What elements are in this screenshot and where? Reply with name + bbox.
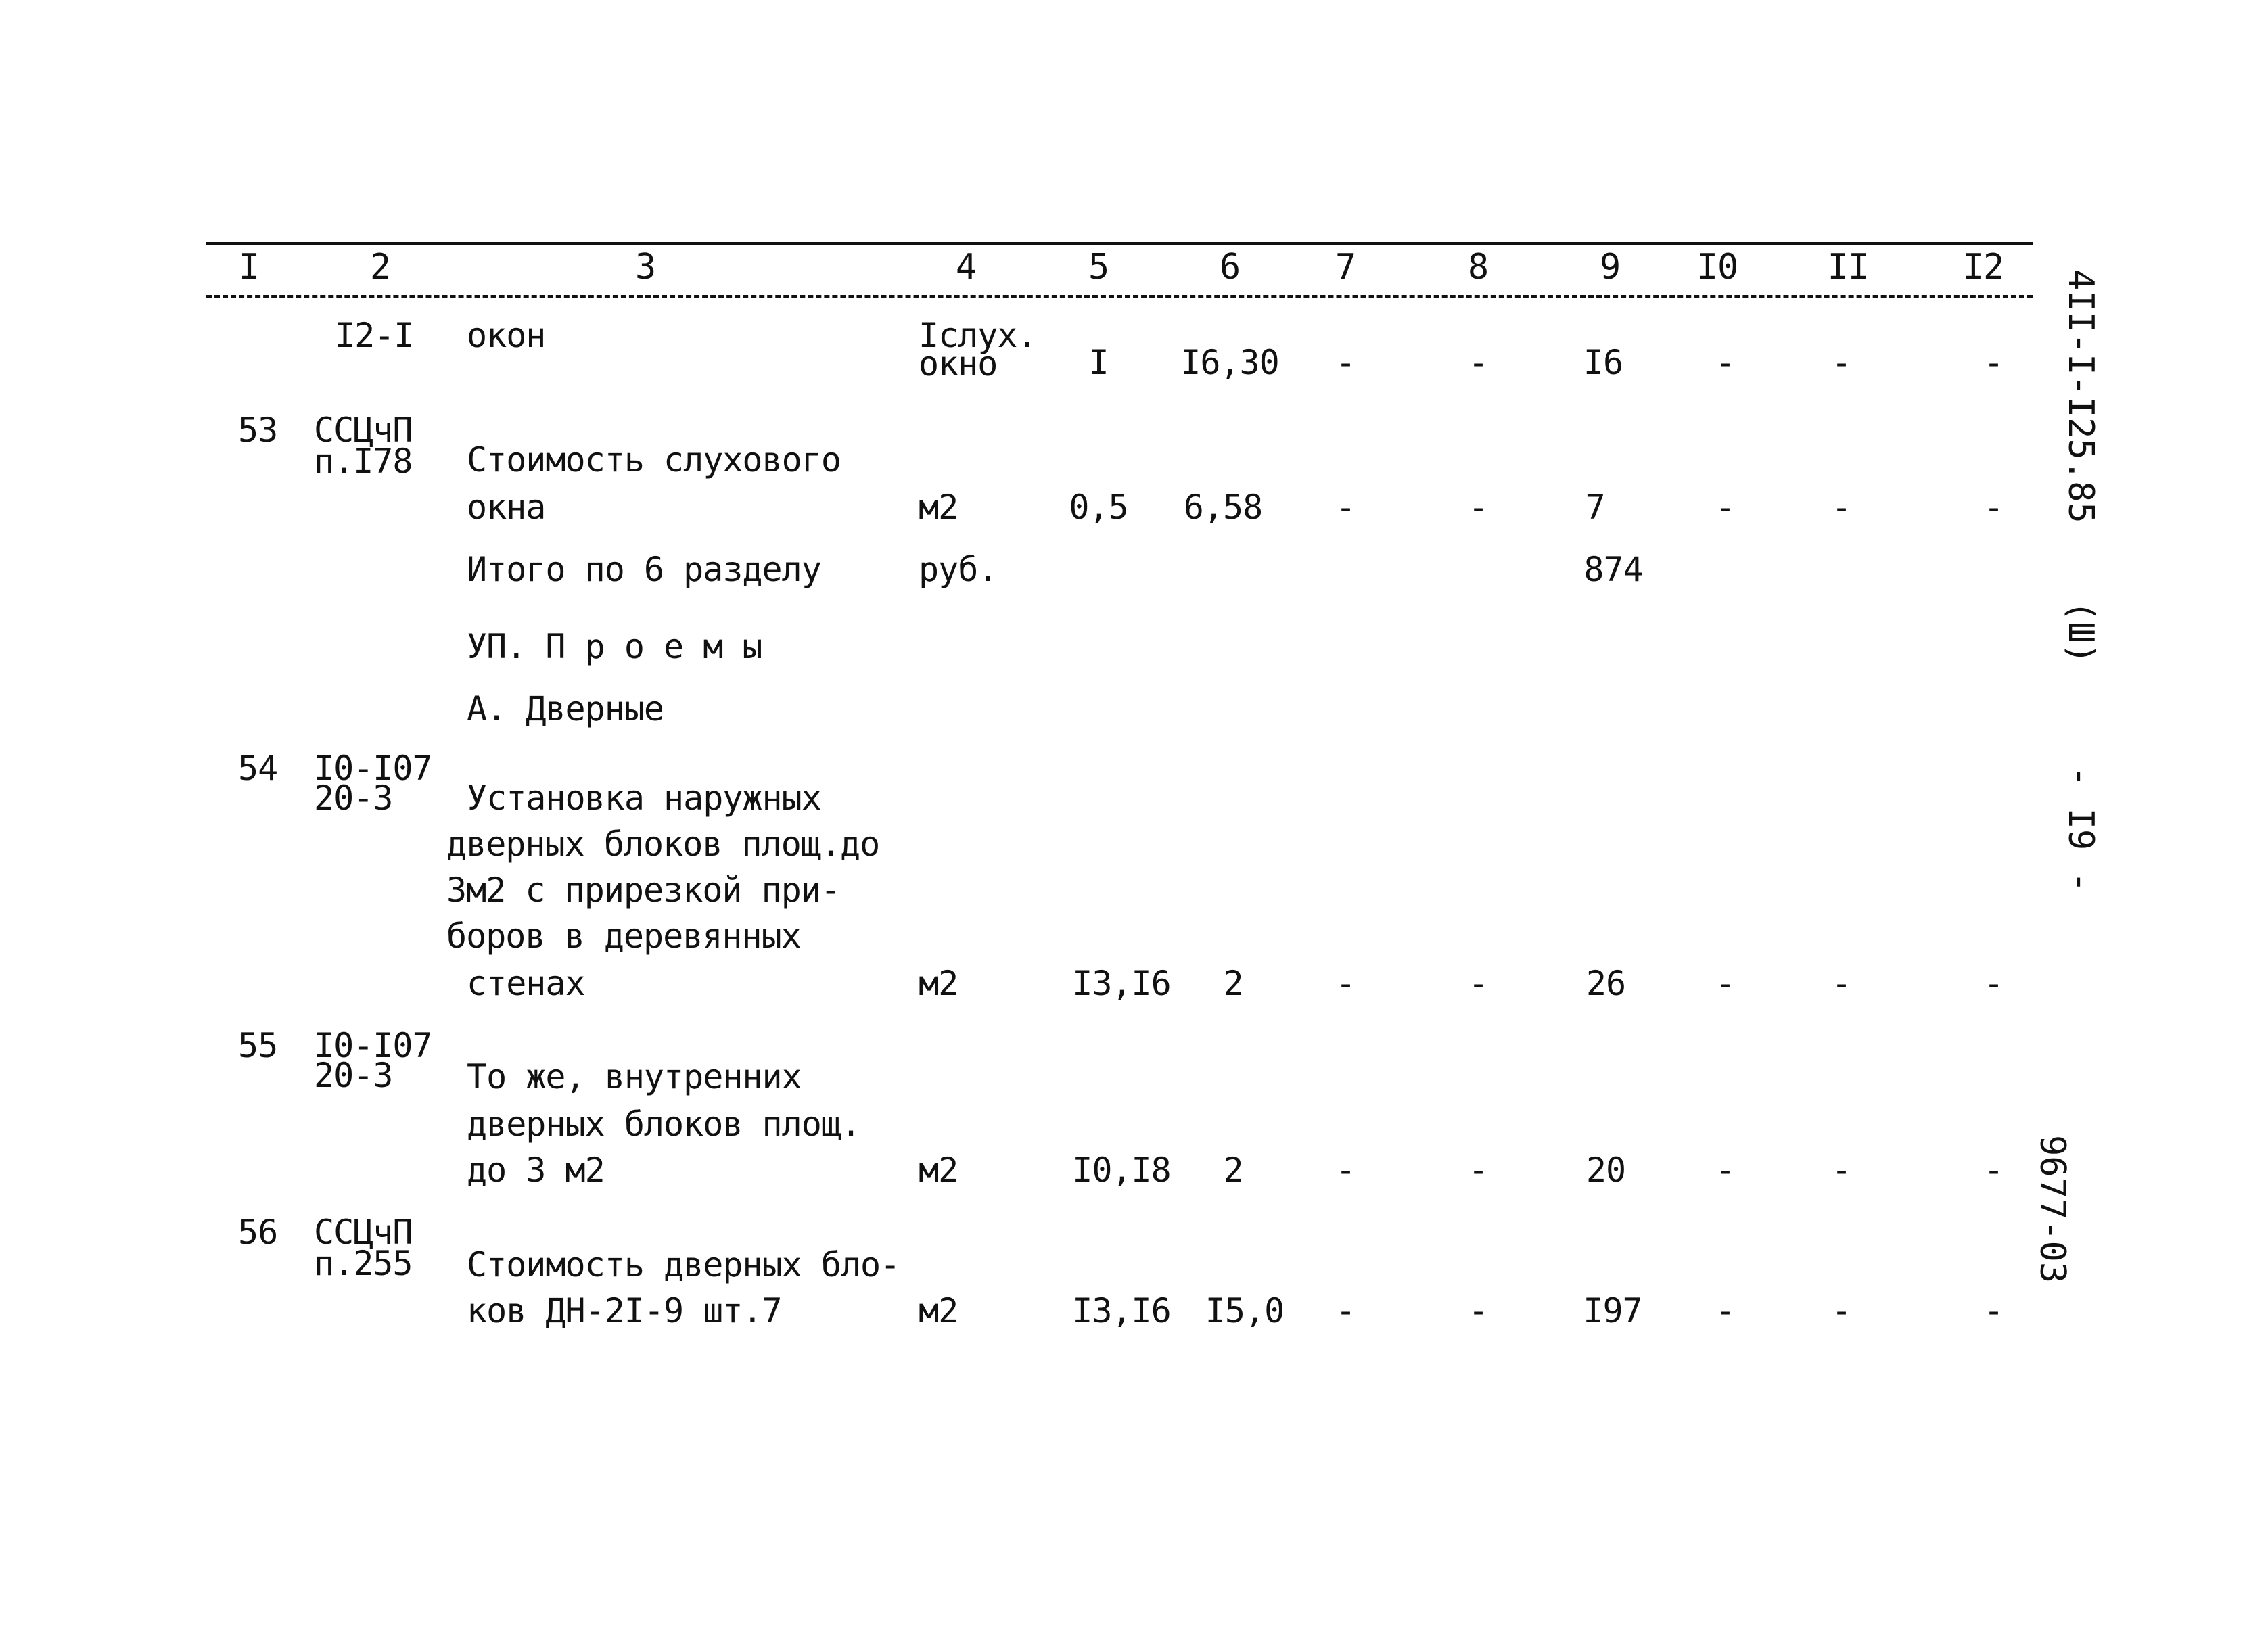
row-unit: м2 [919, 1150, 958, 1190]
row-number: 53 [238, 411, 278, 450]
row-col7: - [1335, 1291, 1356, 1330]
row-unit: Iслух. [919, 316, 1037, 355]
col-header-7: 7 [1335, 247, 1356, 287]
row-price: 2 [1223, 964, 1243, 1003]
page-number: - I9 - [2060, 766, 2101, 893]
row-col12: - [1983, 488, 2004, 527]
row-code: I2-I [335, 316, 414, 355]
row-unit: м2 [919, 488, 958, 527]
row-unit: м2 [919, 1291, 958, 1330]
row-qty: I [1088, 343, 1109, 382]
row-col8: - [1468, 964, 1488, 1003]
row-price: 6,58 [1183, 488, 1263, 527]
row-text: дверных блоков площ.до [446, 824, 880, 864]
row-col7: - [1335, 964, 1356, 1003]
row-price: I5,0 [1205, 1291, 1285, 1330]
row-col9: I6 [1583, 343, 1623, 382]
row-code: ССЦчП [314, 411, 413, 450]
row-col10: - [1715, 343, 1735, 382]
row-code: I0-I07 [314, 749, 432, 788]
row-text: ков ДН-2I-9 шт.7 [467, 1291, 782, 1330]
archive-number: 9677-03 [2032, 1135, 2073, 1284]
col-header-12: I2 [1962, 247, 2004, 287]
col-header-11: II [1827, 247, 1869, 287]
row-col8: - [1468, 1291, 1488, 1330]
subsection-title: А. Дверные [467, 689, 664, 728]
row-col11: - [1831, 1150, 1851, 1190]
row-qty: I3,I6 [1072, 964, 1171, 1003]
row-code: 20-3 [314, 778, 393, 818]
row-text: Установка наружных [467, 778, 821, 818]
row-col7: - [1335, 488, 1356, 527]
table-top-rule [206, 242, 2033, 245]
row-col12: - [1983, 964, 2004, 1003]
row-col9: I97 [1583, 1291, 1642, 1330]
row-col12: - [1983, 1291, 2004, 1330]
col-header-4: 4 [955, 247, 977, 287]
col-header-5: 5 [1088, 247, 1109, 287]
row-text: боров в деревянных [446, 916, 801, 956]
row-code: 20-3 [314, 1056, 393, 1095]
col-header-1: I [238, 247, 260, 287]
row-col7: - [1335, 343, 1356, 382]
row-text: окна [467, 488, 546, 527]
row-unit: м2 [919, 964, 958, 1003]
row-col11: - [1831, 964, 1851, 1003]
section-title: УП. П р о е м ы [467, 627, 762, 666]
row-text: до 3 м2 [467, 1150, 605, 1190]
row-code: п.255 [314, 1244, 413, 1283]
col-header-9: 9 [1599, 247, 1621, 287]
row-col12: - [1983, 343, 2004, 382]
row-col7: - [1335, 1150, 1356, 1190]
row-number: 56 [238, 1213, 278, 1252]
row-qty: I3,I6 [1072, 1291, 1171, 1330]
row-code: п.I78 [314, 442, 413, 481]
row-col10: - [1715, 1150, 1735, 1190]
row-price: I6,30 [1180, 343, 1279, 382]
row-col12: - [1983, 1150, 2004, 1190]
col-header-6: 6 [1219, 247, 1241, 287]
document-code: 4II-I-I25.85 [2060, 269, 2101, 523]
row-text: То же, внутренних [467, 1057, 802, 1096]
row-text: окон [467, 316, 546, 355]
row-col11: - [1831, 1291, 1851, 1330]
row-col11: - [1831, 343, 1851, 382]
row-qty: 0,5 [1069, 488, 1128, 527]
row-col10: - [1715, 964, 1735, 1003]
col-header-2: 2 [369, 247, 391, 287]
row-col9: 26 [1586, 964, 1626, 1003]
col-header-3: 3 [634, 247, 656, 287]
row-qty: I0,I8 [1072, 1150, 1171, 1190]
row-code: I0-I07 [314, 1026, 432, 1065]
row-text: дверных блоков площ. [467, 1104, 861, 1144]
row-col9: 20 [1586, 1150, 1626, 1190]
row-unit: окно [919, 344, 998, 383]
volume-mark: (Ш) [2060, 601, 2101, 664]
total-value: 874 [1583, 550, 1643, 589]
table-header-rule [206, 295, 2033, 298]
row-text: Стоимость слухового [467, 440, 841, 480]
total-label: Итого по 6 разделу [467, 550, 821, 589]
row-text: Стоимость дверных бло- [467, 1245, 900, 1284]
row-col8: - [1468, 1150, 1488, 1190]
row-text: стенах [467, 964, 585, 1003]
row-col8: - [1468, 343, 1488, 382]
row-col8: - [1468, 488, 1488, 527]
row-col9: 7 [1585, 488, 1605, 527]
col-header-10: I0 [1696, 247, 1738, 287]
row-text: 3м2 с прирезкой при- [446, 870, 841, 910]
total-unit: руб. [919, 550, 998, 589]
row-number: 55 [238, 1026, 278, 1065]
row-code: ССЦчП [314, 1213, 413, 1252]
row-col11: - [1831, 488, 1851, 527]
row-col10: - [1715, 488, 1735, 527]
row-col10: - [1715, 1291, 1735, 1330]
row-price: 2 [1223, 1150, 1243, 1190]
col-header-8: 8 [1467, 247, 1489, 287]
row-number: 54 [238, 749, 278, 788]
